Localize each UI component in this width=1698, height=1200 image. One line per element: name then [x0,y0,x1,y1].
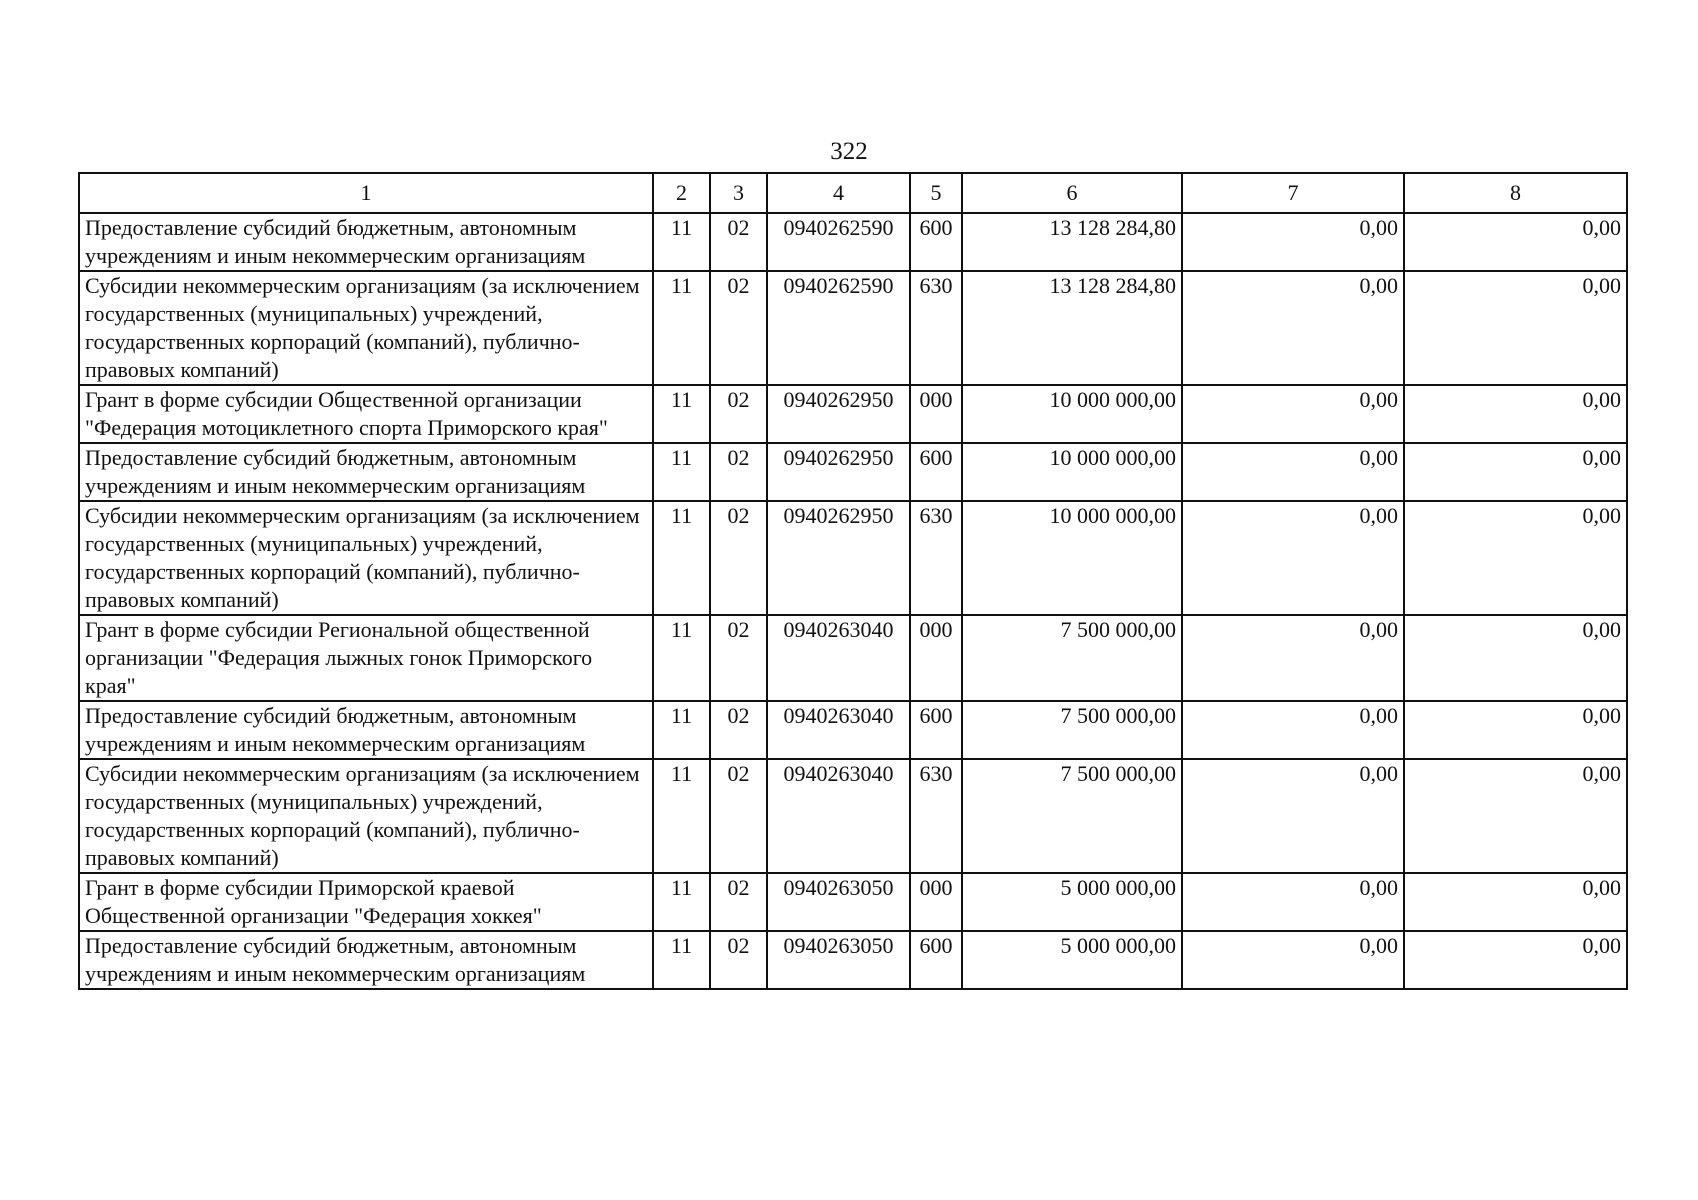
header-col-2: 2 [653,173,710,213]
table-row [79,213,1627,271]
row-amount-1: 7 500 000,00 [962,759,1182,873]
row-expense-type: 600 [910,213,962,271]
header-col-6: 6 [962,173,1182,213]
header-col-3: 3 [710,173,767,213]
header-col-8: 8 [1404,173,1627,213]
row-amount-3: 0,00 [1404,701,1627,759]
row-amount-3: 0,00 [1404,615,1627,701]
row-expense-type: 000 [910,385,962,443]
row-section: 11 [653,759,710,873]
row-section: 11 [653,615,710,701]
row-expense-type: 630 [910,501,962,615]
row-amount-3: 0,00 [1404,501,1627,615]
header-row [79,173,1627,213]
row-subsection: 02 [710,271,767,385]
budget-table [78,172,1628,990]
row-amount-1: 10 000 000,00 [962,385,1182,443]
row-amount-1: 7 500 000,00 [962,615,1182,701]
row-amount-2: 0,00 [1182,443,1404,501]
table-row [79,615,1627,701]
row-subsection: 02 [710,443,767,501]
row-target-code: 0940262590 [767,213,910,271]
row-amount-2: 0,00 [1182,931,1404,989]
row-amount-3: 0,00 [1404,931,1627,989]
table-row [79,443,1627,501]
header-col-4: 4 [767,173,910,213]
row-name: Предоставление субсидий бюджетным, автономным учреждениям и иным некоммерческим организациям [79,931,653,989]
table-row [79,873,1627,931]
row-expense-type: 630 [910,759,962,873]
row-target-code: 0940263040 [767,701,910,759]
row-amount-1: 5 000 000,00 [962,873,1182,931]
row-amount-3: 0,00 [1404,271,1627,385]
row-section: 11 [653,213,710,271]
row-amount-2: 0,00 [1182,873,1404,931]
row-expense-type: 600 [910,931,962,989]
row-amount-2: 0,00 [1182,701,1404,759]
page-number: 322 [830,138,868,165]
row-expense-type: 000 [910,873,962,931]
row-section: 11 [653,385,710,443]
row-target-code: 0940262950 [767,501,910,615]
row-name: Субсидии некоммерческим организациям (за исключением государственных (муниципальных) учреждений, государственных корпораций (компаний), публично-правовых компаний) [79,759,653,873]
row-expense-type: 630 [910,271,962,385]
row-target-code: 0940262950 [767,443,910,501]
row-amount-3: 0,00 [1404,213,1627,271]
row-name: Предоставление субсидий бюджетным, автономным учреждениям и иным некоммерческим организациям [79,701,653,759]
row-amount-3: 0,00 [1404,759,1627,873]
row-amount-1: 10 000 000,00 [962,501,1182,615]
row-subsection: 02 [710,931,767,989]
row-section: 11 [653,443,710,501]
row-amount-2: 0,00 [1182,213,1404,271]
row-target-code: 0940262590 [767,271,910,385]
row-name: Грант в форме субсидии Региональной общественной организации "Федерация лыжных гонок Приморского края" [79,615,653,701]
row-target-code: 0940262950 [767,385,910,443]
header-col-1: 1 [79,173,653,213]
header-col-7: 7 [1182,173,1404,213]
row-subsection: 02 [710,701,767,759]
row-name: Грант в форме субсидии Общественной организации "Федерация мотоциклетного спорта Приморского края" [79,385,653,443]
row-amount-2: 0,00 [1182,271,1404,385]
row-name: Субсидии некоммерческим организациям (за исключением государственных (муниципальных) учреждений, государственных корпораций (компаний), публично-правовых компаний) [79,271,653,385]
table-row [79,701,1627,759]
row-section: 11 [653,271,710,385]
table-row [79,759,1627,873]
row-target-code: 0940263040 [767,615,910,701]
row-expense-type: 600 [910,701,962,759]
row-amount-2: 0,00 [1182,759,1404,873]
row-target-code: 0940263050 [767,931,910,989]
row-subsection: 02 [710,385,767,443]
row-subsection: 02 [710,873,767,931]
row-amount-1: 13 128 284,80 [962,213,1182,271]
row-target-code: 0940263050 [767,873,910,931]
row-subsection: 02 [710,615,767,701]
row-amount-2: 0,00 [1182,385,1404,443]
row-amount-3: 0,00 [1404,385,1627,443]
row-subsection: 02 [710,759,767,873]
row-subsection: 02 [710,213,767,271]
row-amount-1: 13 128 284,80 [962,271,1182,385]
row-name: Предоставление субсидий бюджетным, автономным учреждениям и иным некоммерческим организациям [79,213,653,271]
row-section: 11 [653,931,710,989]
row-amount-3: 0,00 [1404,873,1627,931]
row-subsection: 02 [710,501,767,615]
row-amount-2: 0,00 [1182,615,1404,701]
row-amount-2: 0,00 [1182,501,1404,615]
row-target-code: 0940263040 [767,759,910,873]
header-col-5: 5 [910,173,962,213]
row-amount-1: 5 000 000,00 [962,931,1182,989]
row-name: Субсидии некоммерческим организациям (за исключением государственных (муниципальных) учреждений, государственных корпораций (компаний), публично-правовых компаний) [79,501,653,615]
row-section: 11 [653,701,710,759]
row-amount-1: 10 000 000,00 [962,443,1182,501]
table-row [79,385,1627,443]
row-expense-type: 000 [910,615,962,701]
table-row [79,271,1627,385]
row-amount-1: 7 500 000,00 [962,701,1182,759]
row-expense-type: 600 [910,443,962,501]
row-section: 11 [653,501,710,615]
row-section: 11 [653,873,710,931]
row-name: Предоставление субсидий бюджетным, автономным учреждениям и иным некоммерческим организациям [79,443,653,501]
row-name: Грант в форме субсидии Приморской краевой Общественной организации "Федерация хоккея" [79,873,653,931]
table-row [79,501,1627,615]
row-amount-3: 0,00 [1404,443,1627,501]
table-row [79,931,1627,989]
